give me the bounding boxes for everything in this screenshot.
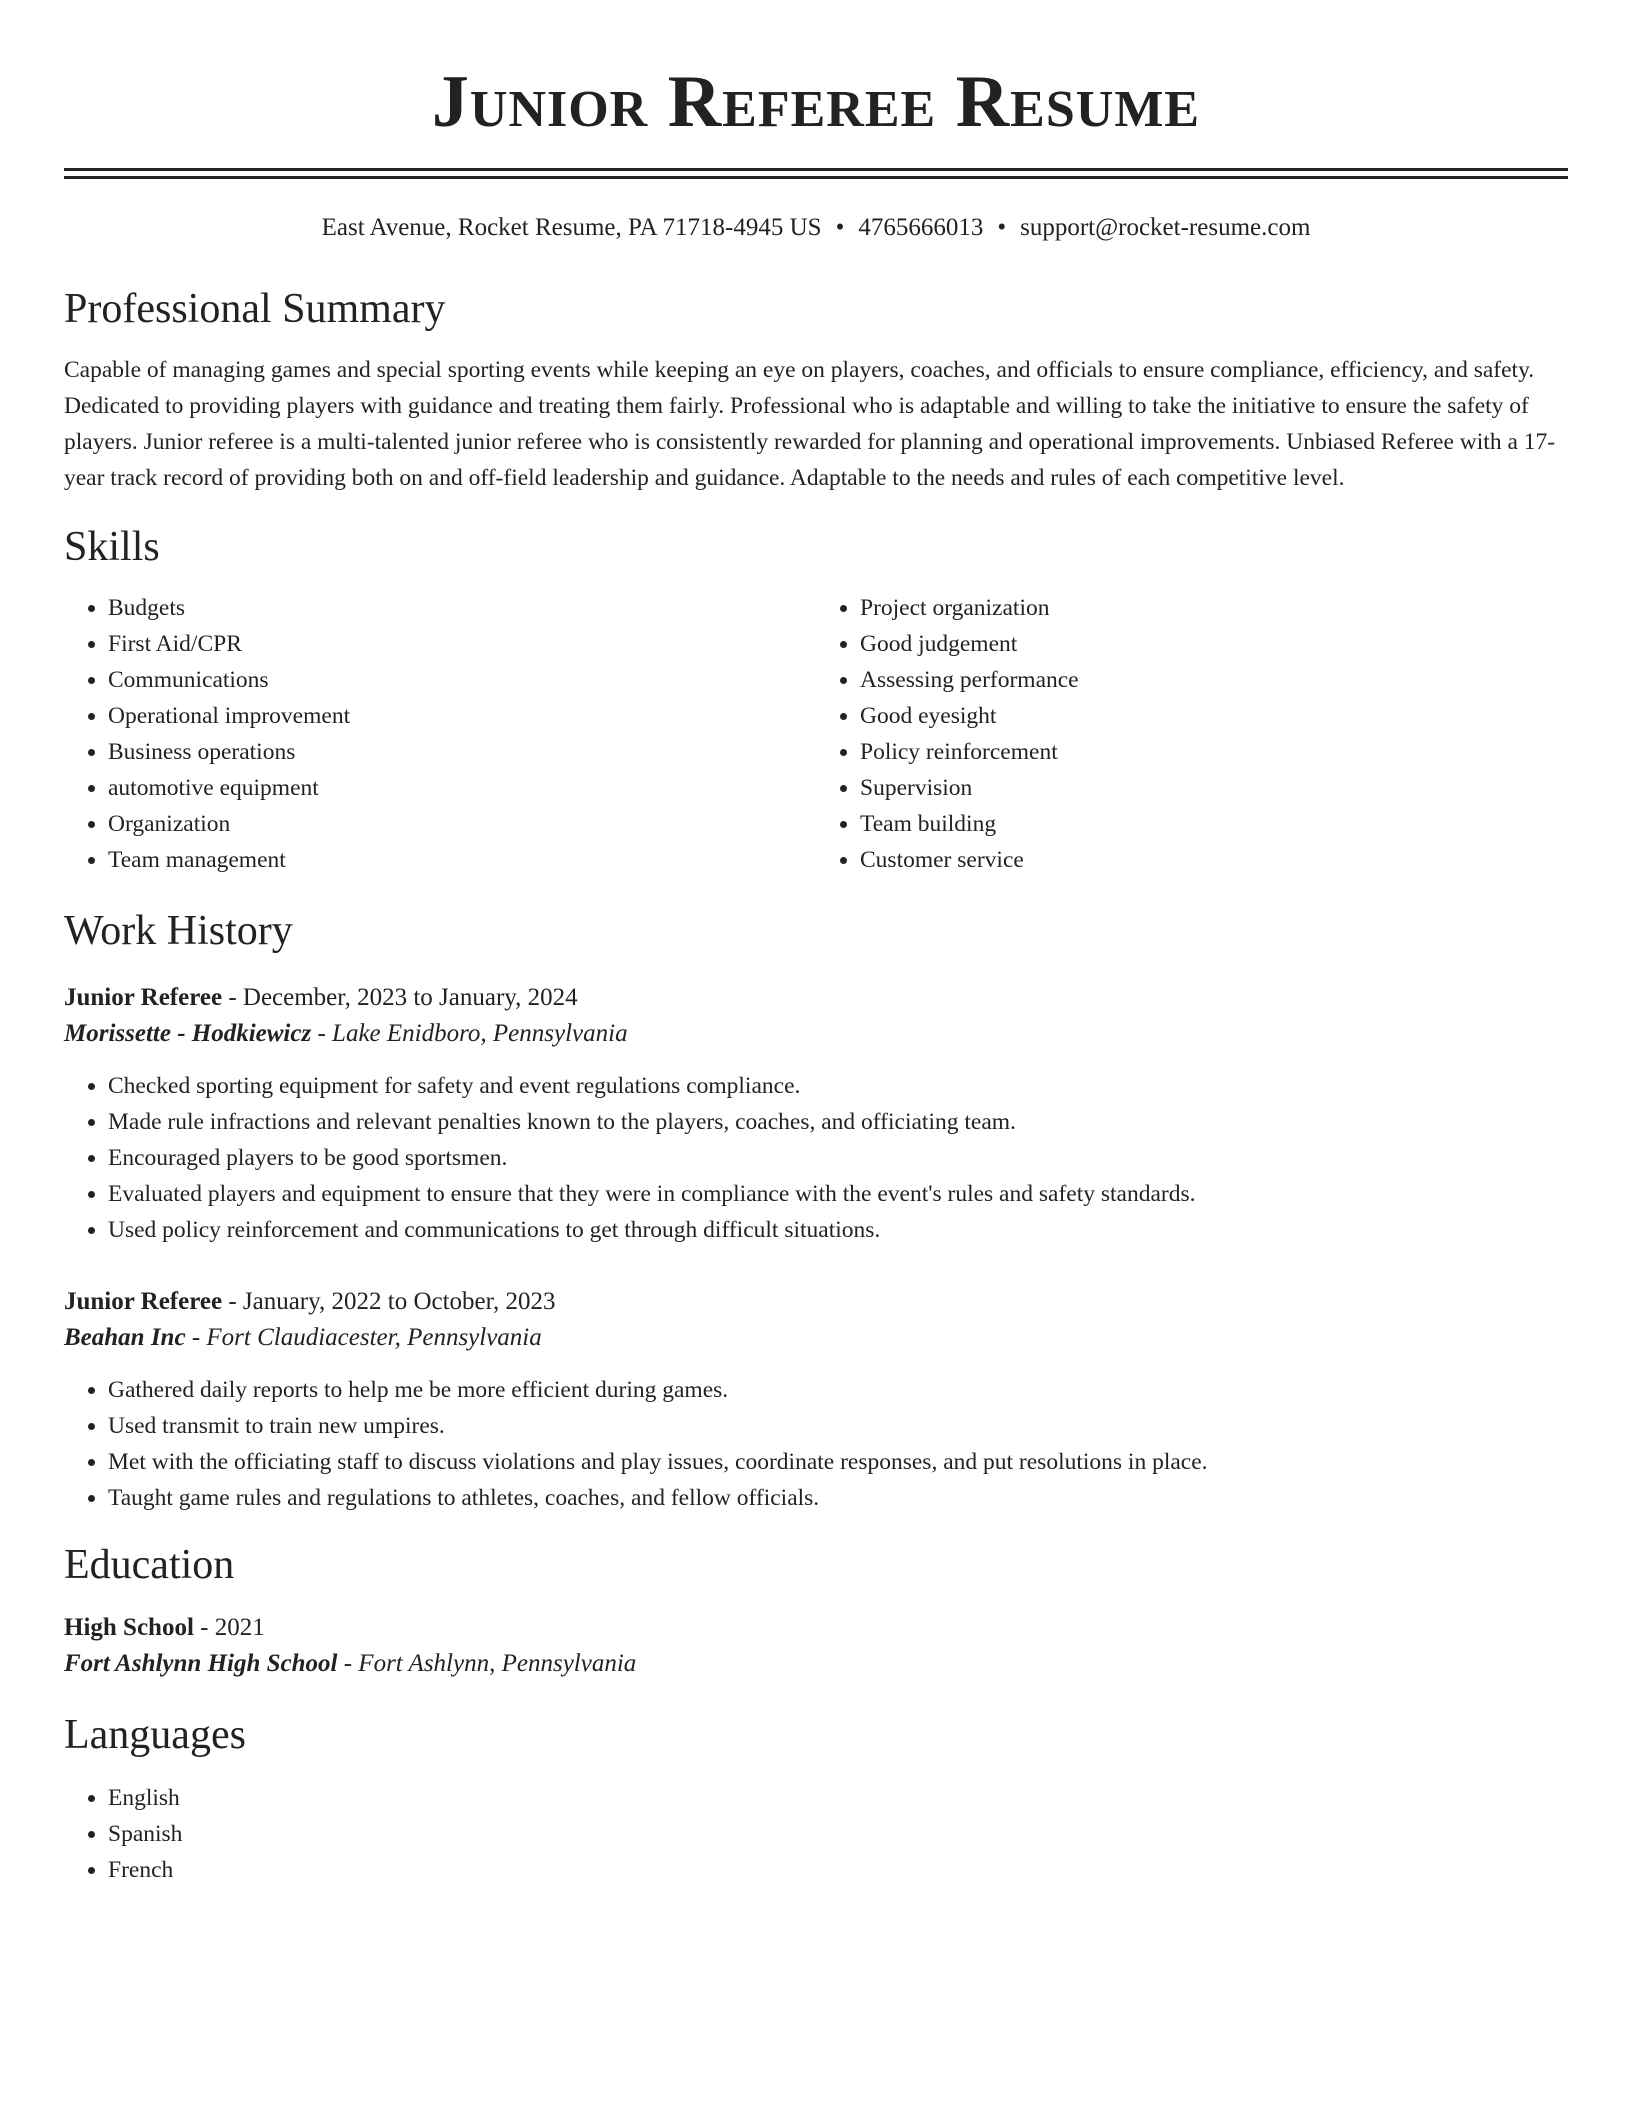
- skill-item: • Organization: [108, 806, 816, 842]
- contact-separator: •: [835, 214, 845, 241]
- skill-item: • Supervision: [860, 770, 1568, 806]
- skills-list-left: [64, 590, 816, 878]
- language-item: • Spanish: [108, 1816, 1568, 1852]
- skills-section: [64, 522, 1568, 878]
- education-heading: Education: [64, 1542, 235, 1588]
- job-bullet: • Evaluated players and equipment to ensure that they were in compliance with the event's rules and safety standards.: [108, 1176, 1568, 1212]
- degree-name: High School: [64, 1614, 194, 1641]
- employer-name: Beahan Inc: [64, 1324, 186, 1351]
- employer-location: - Fort Claudiacester, Pennsylvania: [185, 1324, 542, 1351]
- summary-section: [64, 284, 1568, 496]
- contact-email: support@rocket-resume.com: [1020, 214, 1311, 241]
- job-title: Junior Referee: [64, 1288, 223, 1315]
- skills-heading: Skills: [64, 524, 160, 570]
- school-name: Fort Ashlynn High School: [64, 1650, 338, 1677]
- job-bullet: • Used policy reinforcement and communications to get through difficult situations.: [108, 1212, 1568, 1248]
- skill-item: • Project organization: [860, 590, 1568, 626]
- skill-item: • Team building: [860, 806, 1568, 842]
- work-history-section: [64, 906, 1568, 1516]
- languages-heading: Languages: [64, 1712, 246, 1758]
- job-entry: [64, 980, 1568, 1248]
- skill-item: • Communications: [108, 662, 816, 698]
- skill-item: • Policy reinforcement: [860, 734, 1568, 770]
- skill-item: • Business operations: [108, 734, 816, 770]
- skill-item: • Good eyesight: [860, 698, 1568, 734]
- skill-item: • Operational improvement: [108, 698, 816, 734]
- job-bullet: • Met with the officiating staff to discuss violations and play issues, coordinate responses, and put resolutions in place.: [108, 1444, 1568, 1480]
- school-line: [64, 1646, 1568, 1682]
- summary-heading: Professional Summary: [64, 286, 446, 332]
- skill-item: • Assessing performance: [860, 662, 1568, 698]
- job-bullet: • Gathered daily reports to help me be more efficient during games.: [108, 1372, 1568, 1408]
- contact-line: [64, 212, 1568, 244]
- employer-name: Morissette - Hodkiewicz: [64, 1020, 312, 1047]
- education-entry: [64, 1610, 1568, 1682]
- job-bullet: • Used transmit to train new umpires.: [108, 1408, 1568, 1444]
- job-dates: - January, 2022 to October, 2023: [222, 1288, 556, 1315]
- contact-separator: •: [997, 214, 1007, 241]
- skill-item: • First Aid/CPR: [108, 626, 816, 662]
- job-bullet: • Taught game rules and regulations to athletes, coaches, and fellow officials.: [108, 1480, 1568, 1516]
- skill-item: • Good judgement: [860, 626, 1568, 662]
- languages-list: [64, 1780, 1568, 1888]
- school-location: - Fort Ashlynn, Pennsylvania: [337, 1650, 637, 1677]
- employer-line: [64, 1016, 1568, 1052]
- contact-address: East Avenue, Rocket Resume, PA 71718-4945 US: [321, 214, 822, 241]
- languages-section: [64, 1710, 1568, 1888]
- job-title: Junior Referee: [64, 984, 223, 1011]
- skills-columns: [64, 590, 1568, 878]
- job-title-line: [64, 1284, 1568, 1320]
- graduation-year: - 2021: [193, 1614, 265, 1641]
- job-bullets: [64, 1372, 1568, 1516]
- language-item: • English: [108, 1780, 1568, 1816]
- job-dates: - December, 2023 to January, 2024: [222, 984, 578, 1011]
- degree-line: [64, 1610, 1568, 1646]
- skill-item: • Customer service: [860, 842, 1568, 878]
- skill-item: • Budgets: [108, 590, 816, 626]
- title-divider: [64, 168, 1568, 179]
- job-bullet: • Encouraged players to be good sportsmen.: [108, 1140, 1568, 1176]
- job-bullets: [64, 1068, 1568, 1248]
- employer-line: [64, 1320, 1568, 1356]
- skill-item: • Team management: [108, 842, 816, 878]
- contact-phone: 4765666013: [858, 214, 984, 241]
- skill-item: • automotive equipment: [108, 770, 816, 806]
- summary-text: Capable of managing games and special sporting events while keeping an eye on players, coaches, and officials to ensure compliance, efficiency, and safety. Dedicated to providing players with guidance and treating them fairly. Professional who is adaptable and willing to take the initiative to ensure the safety of players. Junior referee is a multi-talented junior referee who is consistently rewarded for planning and operational improvements. Unbiased Referee with a 17-year track record of providing both on and off-field leadership and guidance. Adaptable to the needs and rules of each competitive level.: [64, 357, 1556, 491]
- resume-title: Junior Referee Resume: [431, 61, 1201, 143]
- employer-location: - Lake Enidboro, Pennsylvania: [311, 1020, 628, 1047]
- job-bullet: • Checked sporting equipment for safety and event regulations compliance.: [108, 1068, 1568, 1104]
- job-entry: [64, 1284, 1568, 1516]
- job-bullet: • Made rule infractions and relevant penalties known to the players, coaches, and officiating team.: [108, 1104, 1568, 1140]
- education-section: [64, 1540, 1568, 1682]
- job-title-line: [64, 980, 1568, 1016]
- skills-list-right: [816, 590, 1568, 878]
- language-item: • French: [108, 1852, 1568, 1888]
- work-history-heading: Work History: [64, 908, 293, 954]
